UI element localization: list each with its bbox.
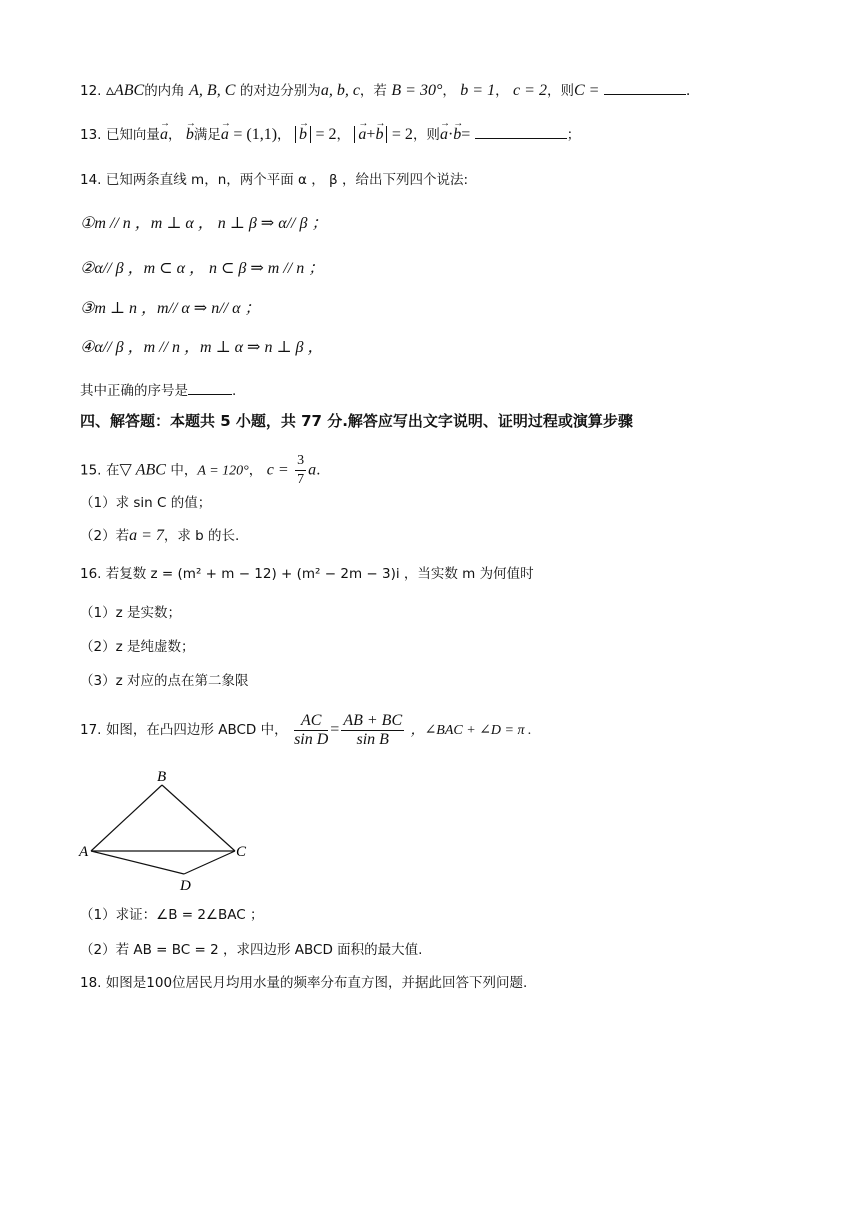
edge-bc — [162, 785, 235, 851]
q12-text-2: 的对边分别为 — [239, 83, 321, 99]
q13-text-2: 满足 — [193, 127, 221, 143]
q16-part-2: （2）z 是纯虚数； — [80, 639, 195, 655]
q12-ask: C = — [573, 82, 600, 99]
q17-frac1-den: sin D — [294, 730, 329, 748]
q14-ask-text: 其中正确的序号是 — [80, 383, 188, 399]
q15-cond-angle: A = 120° — [197, 463, 249, 479]
q15-frac-den: 7 — [297, 472, 305, 487]
q14-answer-blank[interactable] — [188, 380, 232, 395]
q13-answer-blank[interactable] — [475, 124, 567, 139]
q15-number: 15. — [80, 462, 102, 479]
q15-sep: ， — [248, 462, 263, 479]
q17-text-2: ，∠BAC + ∠D = π . — [410, 723, 532, 738]
quadrilateral-diagram — [76, 764, 256, 894]
q14-intro: 14. 已知两条直线 m，n，两个平面 α ， β ，给出下列四个说法: — [80, 172, 468, 188]
edge-dc — [184, 851, 235, 874]
section-4-heading: 四、解答题：本题共 5 小题，共 77 分.解答应写出文字说明、证明过程或演算步骤 — [80, 412, 633, 430]
q13-plus: + — [366, 126, 376, 143]
q17-fraction-1 — [294, 712, 328, 749]
question-13 — [80, 124, 580, 145]
q17-number: 17. — [80, 722, 102, 738]
q12-cond-b-side: b = 1 — [460, 82, 496, 99]
q12-cond-b-angle: B = 30° — [391, 82, 443, 99]
q13-sep-3: ， — [336, 127, 350, 143]
q13-number: 13. — [80, 127, 102, 143]
q15-part-1: （1）求 sin C 的值； — [80, 495, 212, 511]
q13-text-1: 已知向量 — [105, 127, 160, 143]
q14-statement-1: ①m // n ，m ⊥ α ， n ⊥ β ⇒ α// β ； — [80, 215, 328, 232]
q17-eq: = — [330, 721, 340, 738]
q13-eq: = — [461, 126, 471, 143]
q18-text: 18. 如图是100位居民月均用水量的频率分布直方图，并据此回答下列问题. — [80, 975, 528, 991]
edge-ad — [91, 851, 184, 874]
q12-sep-1: ， — [442, 83, 456, 99]
q17-frac1-num: AC — [294, 712, 328, 731]
q13-cond-1: = (1,1) — [233, 126, 278, 143]
q14-ask — [80, 380, 236, 401]
q17-frac2-den: sin B — [356, 730, 389, 748]
q12-sides: a, b, c — [320, 82, 360, 99]
q13-vector-a-3: → a — [358, 125, 366, 145]
q15-part-2-post: ，求 b 的长. — [163, 528, 240, 544]
q16-part-1: （1）z 是实数； — [80, 605, 181, 621]
q13-sep: ， — [167, 127, 182, 143]
q17-fraction-2 — [341, 712, 404, 749]
q13-end: ； — [566, 127, 581, 143]
q15-part-2-cond: a = 7 — [129, 527, 164, 544]
q15-text-2: 中， — [170, 462, 198, 479]
q12-end: . — [685, 83, 691, 99]
question-17 — [80, 708, 532, 753]
vertex-label-d: D — [180, 878, 191, 894]
q15-text-1: 在 — [105, 462, 120, 479]
q13-abs-sum — [354, 126, 387, 143]
q13-vector-b-3: → b — [375, 125, 383, 145]
q17-part-2: （2）若 AB = BC = 2 ，求四边形 ABCD 面积的最大值. — [80, 942, 423, 958]
q13-vector-a-4: → a — [440, 125, 448, 145]
q17-frac2-num: AB + BC — [343, 711, 403, 729]
q17-part-1: （1）求证：∠B = 2∠BAC ； — [80, 907, 264, 923]
q13-vector-a-2: → a — [221, 125, 229, 145]
q12-angles: A, B, C — [189, 82, 236, 99]
q15-frac-num: 3 — [295, 452, 306, 471]
q14-statement-3: ③m ⊥ n ，m// α ⇒ n// α ； — [80, 300, 261, 317]
q13-dot: · — [447, 126, 454, 143]
q14-statement-4: ④α// β ，m // n ，m ⊥ α ⇒ n ⊥ β ， — [80, 339, 324, 356]
q13-abs-b — [295, 126, 311, 143]
vertex-label-b: B — [157, 769, 167, 785]
vertex-label-c: C — [236, 844, 247, 860]
q16-intro: 16. 若复数 z = (m² + m − 12) + (m² − 2m − 3)i ，当实数 m 为何值时 — [80, 566, 534, 582]
q13-vector-a: → a — [160, 125, 168, 145]
q16-part-3: （3）z 对应的点在第二象限 — [80, 673, 249, 689]
q14-end: . — [232, 383, 237, 399]
q12-answer-blank[interactable] — [604, 80, 686, 95]
q15-end: . — [316, 462, 321, 479]
q12-text-4: ，则 — [546, 83, 574, 99]
q12-triangle: ▵ABC — [105, 82, 145, 99]
q13-cond-2: = 2 — [315, 126, 337, 143]
q15-triangle: ▽ ABC — [119, 461, 166, 479]
q13-vector-b-4: → b — [453, 125, 461, 145]
q15-part-2 — [80, 526, 239, 546]
q15-fraction — [295, 452, 306, 489]
question-15 — [80, 452, 321, 489]
edge-ab — [91, 785, 162, 851]
q13-sep-2: ， — [277, 127, 291, 143]
q13-text-3: ，则 — [412, 127, 440, 143]
q12-sep-2: ， — [495, 83, 509, 99]
q15-part-2-pre: （2）若 — [80, 528, 130, 544]
q17-text-1: 如图，在凸四边形 ABCD 中， — [105, 722, 288, 738]
q13-vector-b: → b — [186, 125, 194, 145]
q14-statement-2: ②α// β ，m ⊂ α ， n ⊂ β ⇒ m // n ； — [80, 260, 325, 277]
q15-var-a: a — [308, 461, 317, 479]
q12-text-3: ，若 — [359, 83, 387, 99]
question-12 — [80, 80, 690, 101]
q12-number: 12. — [80, 83, 102, 99]
q13-vector-b-2: → b — [299, 125, 307, 145]
q15-cond-c: c = — [266, 461, 289, 479]
q12-cond-c-side: c = 2 — [513, 82, 547, 99]
q13-cond-3: = 2 — [391, 126, 413, 143]
q12-text-1: 的内角 — [144, 83, 185, 99]
vertex-label-a: A — [79, 844, 89, 860]
